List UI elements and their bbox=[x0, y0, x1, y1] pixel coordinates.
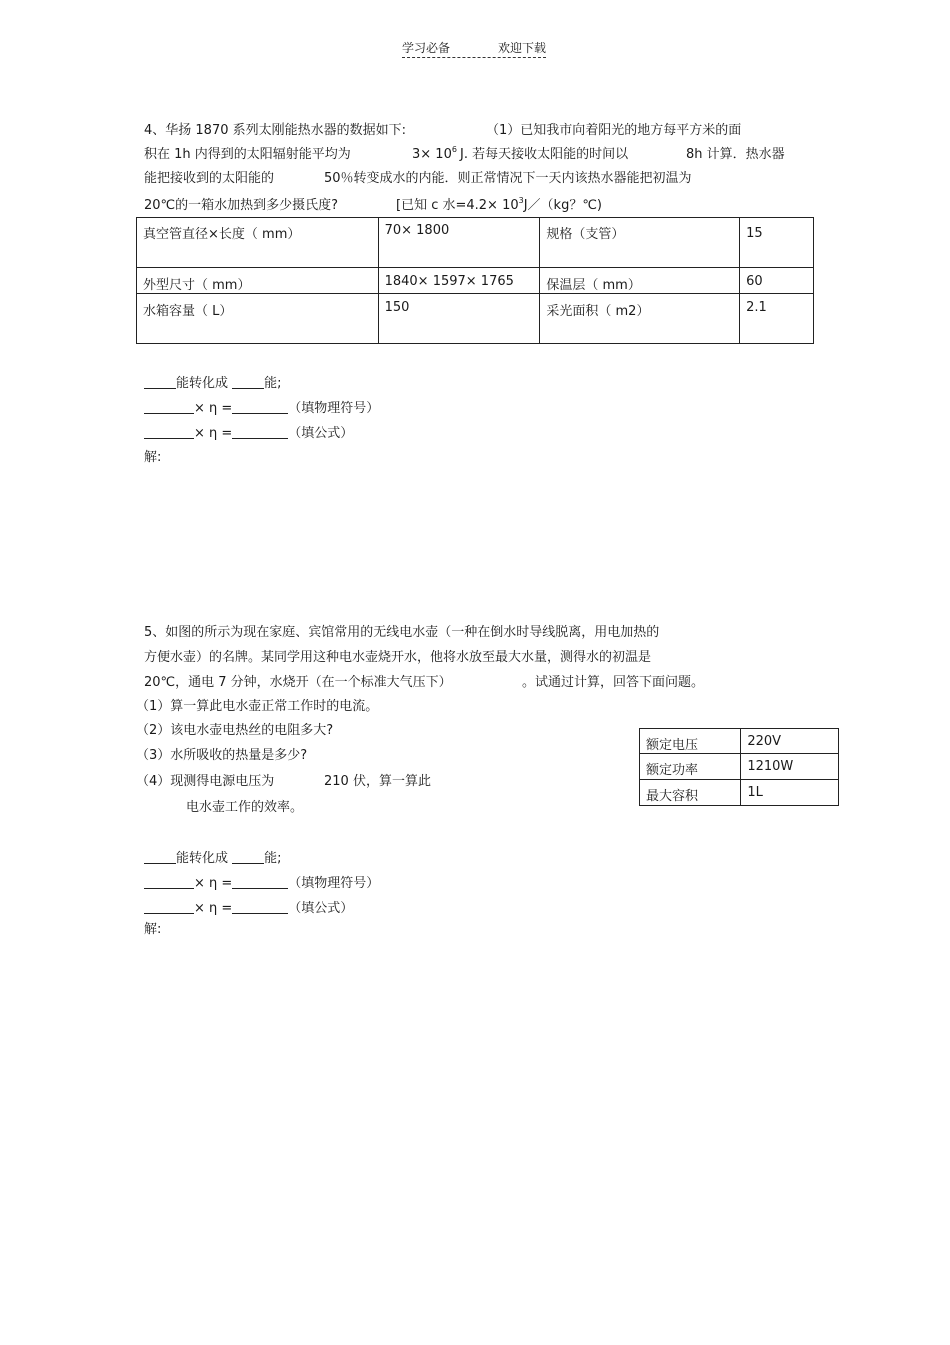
table-cell: 70× 1800 bbox=[378, 218, 540, 268]
q5-sub3: （3）水所吸收的热量是多少? bbox=[136, 748, 308, 763]
q4-symbol-formula: × η = （填物理符号） bbox=[144, 401, 379, 415]
q4-line4b: [已知 c 水$=4.2\times 10^3J/(kg$？℃) bbox=[396, 196, 603, 213]
header-rule bbox=[402, 57, 546, 58]
table-cell: 2.1 bbox=[740, 294, 814, 344]
q4-line1b: （1）已知我市向着阳光的地方每平方米的面 bbox=[486, 123, 742, 138]
table-cell: 150 bbox=[378, 294, 540, 344]
table-cell: 220V bbox=[741, 729, 839, 754]
table-cell: 最大容积 bbox=[640, 780, 741, 806]
q5-energy-conversion: 能转化成 能; bbox=[144, 851, 282, 865]
table-row bbox=[137, 218, 814, 268]
q4-exponent-3: 3 bbox=[518, 196, 524, 205]
answer-blank[interactable] bbox=[232, 876, 288, 889]
header-right: 欢迎下载 bbox=[498, 41, 547, 55]
q4-energy-conversion: 能转化成 能; bbox=[144, 376, 282, 390]
kettle-nameplate-table bbox=[639, 728, 839, 806]
table-cell: 水箱容量（ L） bbox=[137, 294, 379, 344]
q5-symbol-formula: × η = （填物理符号） bbox=[144, 876, 379, 890]
q5-line3b: 。试通过计算，回答下面问题。 bbox=[522, 675, 705, 690]
q4-line4a: 20℃的一箱水加热到多少摄氏度? bbox=[144, 198, 339, 213]
answer-blank[interactable] bbox=[144, 901, 194, 914]
q4-line1a: 4、华扬 1870 系列太刚能热水器的数据如下: bbox=[144, 123, 406, 138]
q5-sub4a: （4）现测得电源电压为 bbox=[136, 774, 275, 789]
q5-solution-label: 解: bbox=[144, 922, 162, 937]
table-cell: 1L bbox=[741, 780, 839, 806]
table-cell: 真空管直径×长度（ mm） bbox=[137, 218, 379, 268]
page-header bbox=[402, 42, 546, 54]
q5-line1: 5、如图的所示为现在家庭、宾馆常用的无线电水壶（一种在倒水时导线脱离，用电加热的 bbox=[144, 625, 660, 640]
table-row bbox=[137, 268, 814, 294]
q5-sub4b: 210 伏，算一算此 bbox=[324, 774, 431, 789]
q4-line2c: J. 若每天接收太阳能的时间以 bbox=[460, 147, 629, 162]
answer-blank[interactable] bbox=[232, 376, 264, 389]
answer-blank[interactable] bbox=[144, 426, 194, 439]
water-heater-spec-table bbox=[136, 217, 814, 344]
table-cell: 外型尺寸（ mm） bbox=[137, 268, 379, 294]
q4-line3a: 能把接收到的太阳能的 bbox=[144, 171, 275, 186]
table-cell: 1210W bbox=[741, 754, 839, 780]
q4-line3b: 50％转变成水的内能．则正常情况下一天内该热水器能把初温为 bbox=[324, 171, 692, 186]
answer-blank[interactable] bbox=[232, 901, 288, 914]
table-row bbox=[640, 729, 839, 754]
q4-solution-label: 解: bbox=[144, 450, 162, 465]
answer-blank[interactable] bbox=[232, 401, 288, 414]
q5-expression-formula: × η = （填公式） bbox=[144, 901, 353, 915]
table-cell: 规格（支管） bbox=[540, 218, 740, 268]
table-cell: 15 bbox=[740, 218, 814, 268]
answer-blank[interactable] bbox=[144, 376, 176, 389]
q5-sub2: （2）该电水壶电热丝的电阻多大? bbox=[136, 723, 334, 738]
q4-exponent-6: 6 bbox=[451, 145, 457, 154]
q5-line2: 方便水壶）的名牌。某同学用这种电水壶烧开水，他将水放至最大水量，测得水的初温是 bbox=[144, 650, 652, 665]
table-row bbox=[137, 294, 814, 344]
table-cell: 额定电压 bbox=[640, 729, 741, 754]
answer-blank[interactable] bbox=[232, 851, 264, 864]
table-cell: 60 bbox=[740, 268, 814, 294]
q4-line2d: 8h 计算．热水器 bbox=[686, 147, 785, 162]
table-row bbox=[640, 754, 839, 780]
header-left: 学习必备 bbox=[402, 41, 451, 55]
table-cell: 1840× 1597× 1765 bbox=[378, 268, 540, 294]
table-cell: 保温层（ mm） bbox=[540, 268, 740, 294]
answer-blank[interactable] bbox=[144, 876, 194, 889]
table-cell: 额定功率 bbox=[640, 754, 741, 780]
answer-blank[interactable] bbox=[144, 401, 194, 414]
answer-blank[interactable] bbox=[232, 426, 288, 439]
q5-line3a: 20℃，通电 7 分钟，水烧开（在一个标准大气压下） bbox=[144, 675, 452, 690]
q5-sub4c: 电水壶工作的效率。 bbox=[186, 800, 304, 815]
table-row bbox=[640, 780, 839, 806]
q4-line2a: 积在 1h 内得到的太阳辐射能平均为 bbox=[144, 147, 351, 162]
q4-line2b: $3\times 10^6$ bbox=[412, 145, 457, 162]
q5-sub1: （1）算一算此电水壶正常工作时的电流。 bbox=[136, 699, 379, 714]
table-cell: 采光面积（ m2） bbox=[540, 294, 740, 344]
q4-expression-formula: × η = （填公式） bbox=[144, 426, 353, 440]
answer-blank[interactable] bbox=[144, 851, 176, 864]
